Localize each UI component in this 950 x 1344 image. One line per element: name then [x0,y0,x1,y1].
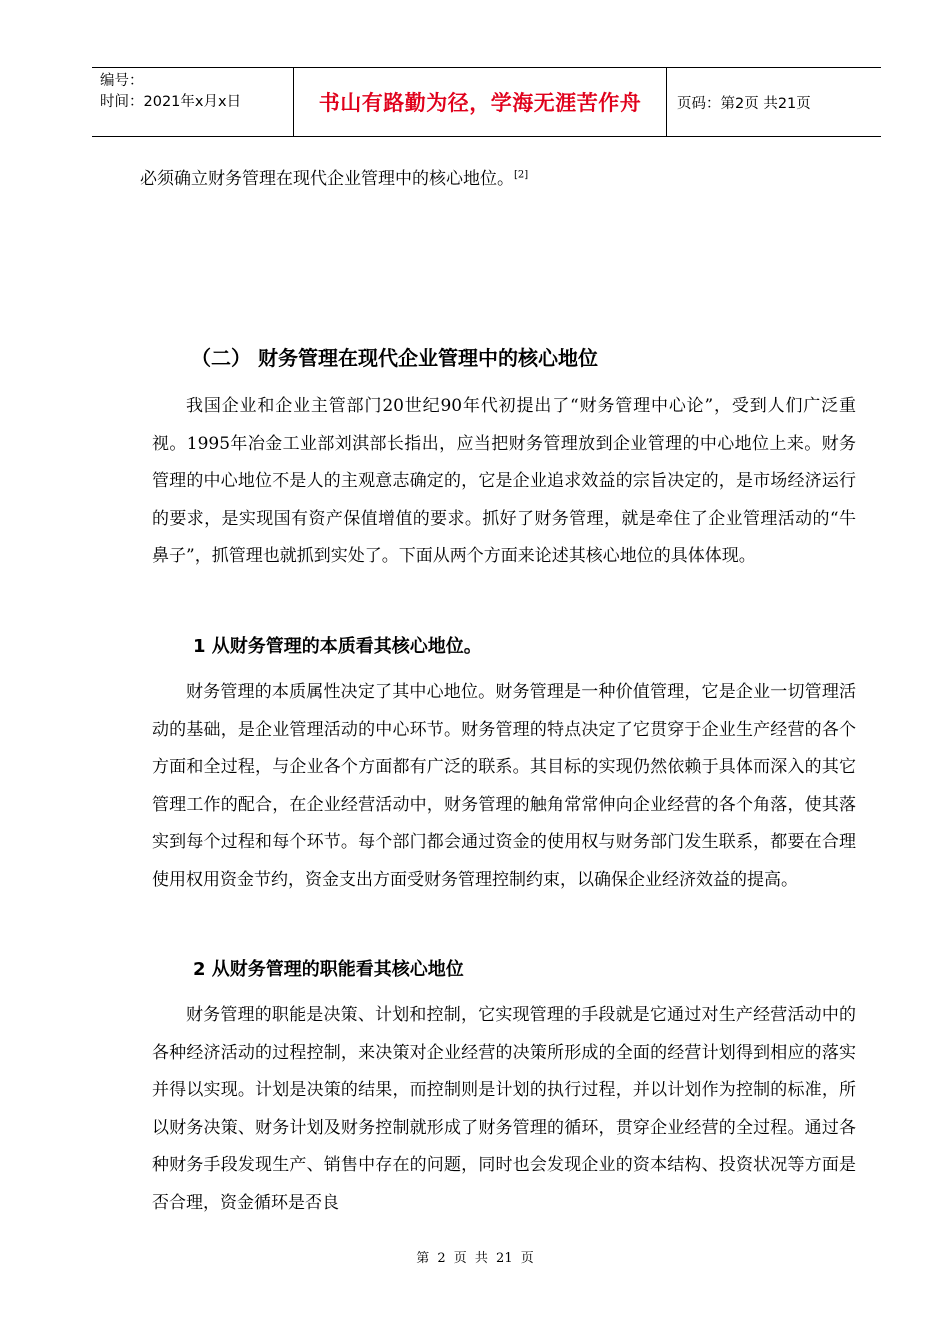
citation-marker: [2] [514,169,529,181]
header-number: 编号： [100,73,144,89]
page-footer: 第 2 页 共 21 页 [416,1251,534,1266]
subsection-1-title: 1 从财务管理的本质看其核心地位。 [193,636,482,657]
header-meta [92,68,293,136]
subsection-1-body [152,674,856,899]
subsection-1-paragraph: 财务管理的本质属性决定了其中心地位。财务管理是一种价值管理，它是企业一切管理活动的基础，是企业管理活动的中心环节。财务管理的特点决定了它贯穿于企业生产经营的各个方面和全过程，与企业各个方面都有广泛的联系。其目标的实现仍然依赖于具体而深入的其它管理工作的配合，在企业经营活动中，财务管理的触角常常伸向企业经营的各个角落，使其落实到每个过程和每个环节。每个部门都会通过资金的使用权与财务部门发生联系，都要在合理使用权用资金节约，资金支出方面受财务管理控制约束，以确保企业经济效益的提高。 [152,682,856,890]
subsection-2-body [152,997,856,1222]
header-page-number: 页码：第2页 共21页 [677,95,811,112]
intro-line [140,164,528,189]
header-motto: 书山有路勤为径，学海无涯苦作舟 [318,91,642,115]
section-title: （二） 财务管理在现代企业管理中的核心地位 [191,346,598,370]
subsection-2-title: 2 从财务管理的职能看其核心地位 [193,959,464,980]
section-paragraph: 我国企业和企业主管部门20世纪90年代初提出了“财务管理中心论”，受到人们广泛重视。1995年冶金工业部刘淇部长指出，应当把财务管理放到企业管理的中心地位上来。财务管理的中心地位不是人的主观意志确定的，它是企业追求效益的宗旨决定的，是市场经济运行的要求，是实现国有资产保值增值的要求。抓好了财务管理，就是牵住了企业管理活动的“牛鼻子”，抓管理也就抓到实处了。下面从两个方面来论述其核心地位的具体体现。 [152,396,856,566]
header-page-cell [667,68,881,136]
page-header [92,67,881,137]
section-body [152,388,856,576]
subsection-2-paragraph: 财务管理的职能是决策、计划和控制，它实现管理的手段就是它通过对生产经营活动中的各种经济活动的过程控制，来决策对企业经营的决策所形成的全面的经营计划得到相应的落实并得以实现。计划是决策的结果，而控制则是计划的执行过程，并以计划作为控制的标准，所以财务决策、财务计划及财务控制就形成了财务管理的循环，贯穿企业经营的全过程。通过各种财务手段发现生产、销售中存在的问题，同时也会发现企业的资本结构、投资状况等方面是否合理，资金循环是否良 [152,1005,856,1213]
header-motto-cell [293,68,667,136]
intro-text: 必须确立财务管理在现代企业管理中的核心地位。 [140,169,514,189]
header-time: 时间：2021年x月x日 [100,94,242,110]
